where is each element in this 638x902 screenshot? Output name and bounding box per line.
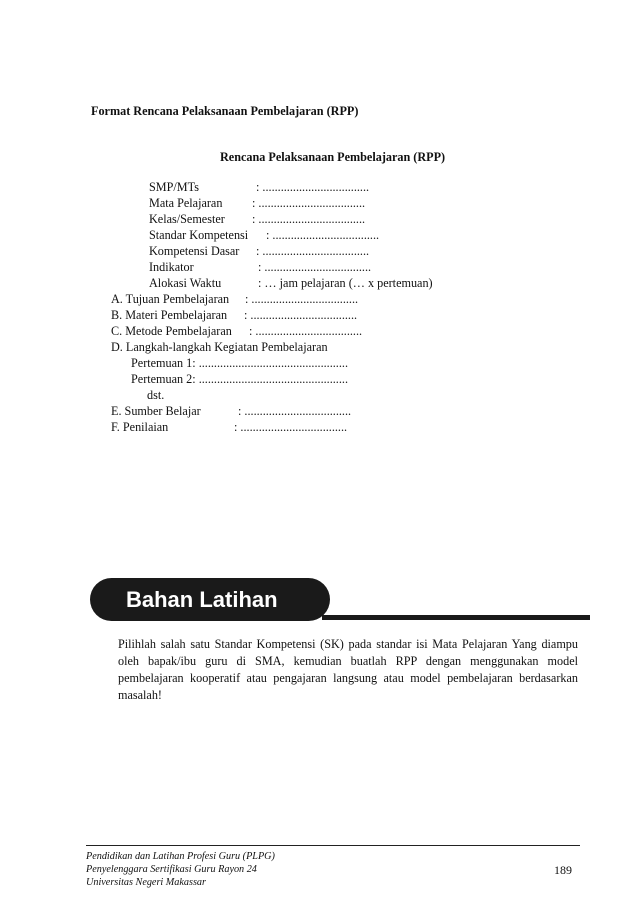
section-b-label: B. Materi Pembelajaran xyxy=(111,308,228,322)
section-heading: Format Rencana Pelaksanaan Pembelajaran (RPP) xyxy=(91,104,359,118)
page-number: 189 xyxy=(554,863,572,877)
section-f-label: F. Penilaian xyxy=(111,420,169,434)
section-a-value: : ................................... xyxy=(245,292,359,306)
identity-label-time: Alokasi Waktu xyxy=(149,276,222,290)
section-b-value: : ................................... xyxy=(244,308,358,322)
identity-value-indicator: : ................................... xyxy=(258,260,372,274)
footer-line-2: Penyelenggara Sertifikasi Guru Rayon 24 xyxy=(86,864,257,875)
identity-value-school: : ................................... xyxy=(256,180,370,194)
rpp-title: Rencana Pelaksanaan Pembelajaran (RPP) xyxy=(220,150,446,164)
section-c-value: : ................................... xyxy=(249,324,363,338)
meeting-2: Pertemuan 2: ................................................. xyxy=(131,372,348,386)
identity-label-subject: Mata Pelajaran xyxy=(149,196,223,210)
section-c-label: C. Metode Pembelajaran xyxy=(111,324,232,338)
identity-value-class: : ................................... xyxy=(252,212,366,226)
section-d-label: D. Langkah-langkah Kegiatan Pembelajaran xyxy=(111,340,328,354)
identity-value-sk: : ................................... xyxy=(266,228,380,242)
section-a-label: A. Tujuan Pembelajaran xyxy=(111,292,230,306)
identity-label-indicator: Indikator xyxy=(149,260,194,274)
meeting-etc: dst. xyxy=(147,388,165,402)
identity-label-class: Kelas/Semester xyxy=(149,212,225,226)
identity-value-kd: : ................................... xyxy=(256,244,370,258)
section-e-label: E. Sumber Belajar xyxy=(111,404,201,418)
identity-value-subject: : ................................... xyxy=(252,196,366,210)
footer-line-3: Universitas Negeri Makassar xyxy=(86,877,206,888)
section-f-value: : ................................... xyxy=(234,420,348,434)
footer-divider xyxy=(86,845,580,846)
identity-label-kd: Kompetensi Dasar xyxy=(149,244,240,258)
identity-label-school: SMP/MTs xyxy=(149,180,199,194)
identity-label-sk: Standar Kompetensi xyxy=(149,228,249,242)
banner-title: Bahan Latihan xyxy=(90,578,330,621)
footer-line-1: Pendidikan dan Latihan Profesi Guru (PLPG) xyxy=(86,851,275,862)
identity-value-time: : … jam pelajaran (… x pertemuan) xyxy=(258,276,433,290)
exercise-text: Pilihlah salah satu Standar Kompetensi (SK) pada standar isi Mata Pelajaran Yang diampu oleh bapak/ibu guru di SMA, kemudian buatlah RPP dengan menggunakan model pembelajaran kooperatif atau pengajaran langsung atau model pembelajaran berdasarkan masalah! xyxy=(118,637,578,702)
section-e-value: : ................................... xyxy=(238,404,352,418)
footer-info xyxy=(86,850,275,889)
banner-underline xyxy=(322,615,590,620)
meeting-1: Pertemuan 1: ................................................. xyxy=(131,356,348,370)
